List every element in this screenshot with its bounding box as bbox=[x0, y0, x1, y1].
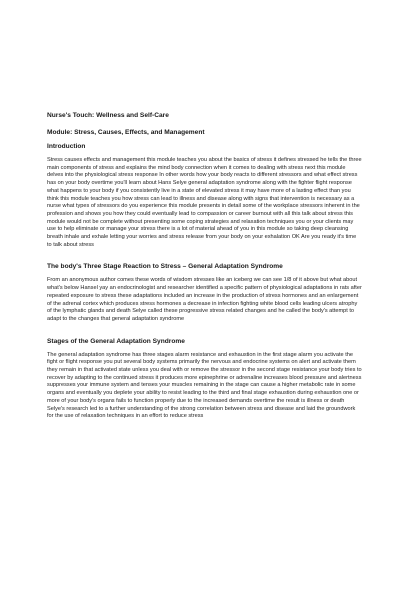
section-heading: The body's Three Stage Reaction to Stress – General Adaptation Syndrome bbox=[47, 263, 283, 271]
section-stages-gas bbox=[47, 338, 362, 421]
module-title: Module: Stress, Causes, Effects, and Management bbox=[47, 129, 205, 136]
section-three-stage-reaction bbox=[47, 263, 362, 323]
section-introduction bbox=[47, 143, 362, 249]
document-content bbox=[47, 112, 362, 435]
section-heading: Introduction bbox=[47, 143, 86, 150]
section-paragraph: The general adaptation syndrome has three stages alarm resistance and exhaustion in the first stage alarm you activate the fight or flight response you put several body systems primarily the nervous and endocrine systems on alert and activate them they remain in that activated state unless you deal with or remove the stressor in the second stage resistance your body tries to recover by adapting to the continued stress it produces more epinephrine or adrenaline increases blood pressure and alertness suppresses your immune system and tenses your muscles remaining in the stage can cause a higher metabolic rate in some organs and eventually you deplete your ability to resist leading to the third and final stage exhaustion during exhaustion one or more of your body's organs fails to function properly due to the increased demands overtime the result is illness or death Selye's research led to a further understanding of the strong correlation between stress and disease and laid the groundwork for the use of relaxation techniques in an effort to reduce stress bbox=[47, 351, 362, 420]
section-paragraph: From an anonymous author comes these words of wisdom stresses like an iceberg we can see 1/8 of it above but what about what's below Hansel yay an endocrinologist and researcher identified a specific pattern of physiological adaptations in rats after repeated exposure to stress these adaptations included an increase in the production of stress hormones and an enlargement of the adrenal cortex which produces stress hormones a decrease in infection fighting white blood cells leading ulcers atrophy of the lymphatic glands and death Selye called these progressive stress related changes and he called the body's attempt to adapt to the changes that general adaptation syndrome bbox=[47, 277, 362, 322]
section-paragraph: Stress causes effects and management this module teaches you about the basics of stress it defines stressed he tells the three main components of stress and explains the mind body connection when it comes to dealing with stress next this module delves into the physiological stress response In other words how your body reacts to different stressors and what effect stress has on your body overtime you'll learn about Hans Selye general adaptation syndrome along with the fighter flight response what happens to your body if you consistently live in a state of elevated stress it may have more of a lasting effect than you think this module teaches you how stress can lead to illness and disease along with signs that intervention is necessary as a nurse what types of stressors do you experience this module presents in detail some of the workplace stressors inherent in the profession and shows you how they could eventually lead to compassion or career burnout with all this talk about stress this module would not be complete without presenting some coping strategies and relaxation techniques you or your clients may use to help eliminate or manage your stress there is a lot of material ahead of you in this module so taking deep cleansing breath inhale and exhale letting your worries and stress release from your body on your exhalation OK Are you ready it's time to talk about stress bbox=[47, 157, 362, 248]
document-title: Nurse's Touch: Wellness and Self-Care bbox=[47, 112, 169, 119]
section-heading: Stages of the General Adaptation Syndrome bbox=[47, 337, 185, 345]
